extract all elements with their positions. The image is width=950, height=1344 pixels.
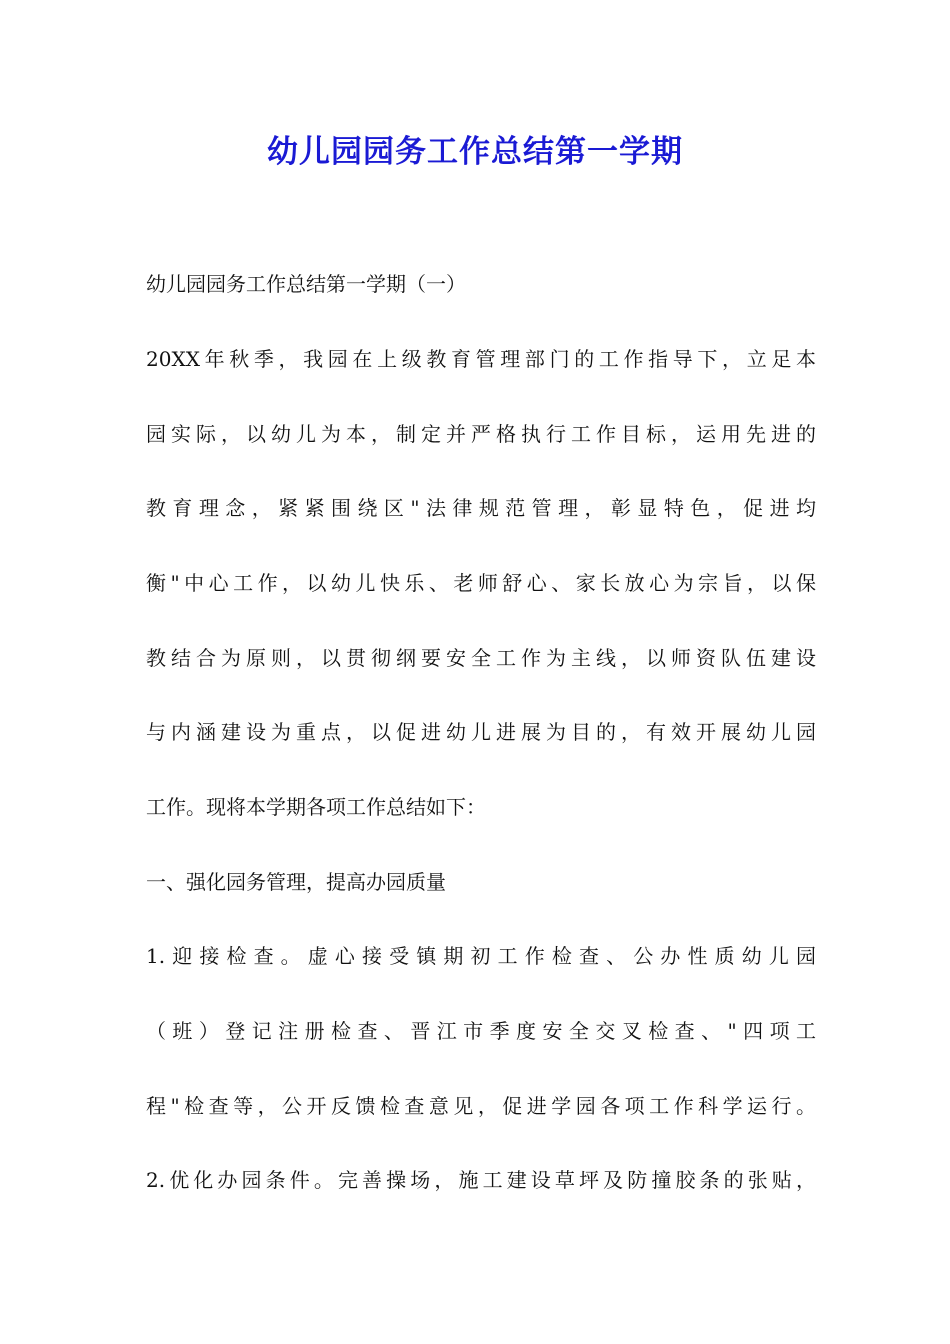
paragraph-line: 20XX年秋季，我园在上级教育管理部门的工作指导下，立足本 (146, 347, 816, 371)
paragraph-line: 园实际，以幼儿为本，制定并严格执行工作目标，运用先进的 (146, 422, 816, 446)
section-heading: 幼儿园园务工作总结第一学期（一） (146, 272, 466, 296)
paragraph-line: （班）登记注册检查、晋江市季度安全交叉检查、"四项工 (146, 1019, 816, 1043)
paragraph-line: 1.迎接检查。虚心接受镇期初工作检查、公办性质幼儿园 (146, 944, 816, 968)
document-title: 幼儿园园务工作总结第一学期 (267, 134, 683, 170)
paragraph-line: 衡"中心工作，以幼儿快乐、老师舒心、家长放心为宗旨，以保 (146, 571, 816, 595)
paragraph-line: 与内涵建设为重点，以促进幼儿进展为目的，有效开展幼儿园 (146, 720, 816, 744)
paragraph-line: 程"检查等，公开反馈检查意见，促进学园各项工作科学运行。 (146, 1094, 816, 1118)
paragraph-line: 工作。现将本学期各项工作总结如下： (146, 795, 486, 819)
paragraph-line: 教结合为原则，以贯彻纲要安全工作为主线，以师资队伍建设 (146, 646, 816, 670)
paragraph-line: 教育理念，紧紧围绕区"法律规范管理，彰显特色，促进均 (146, 496, 816, 520)
paragraph-line: 2.优化办园条件。完善操场，施工建设草坪及防撞胶条的张贴， (146, 1168, 816, 1192)
section-heading: 一、强化园务管理，提高办园质量 (146, 870, 446, 894)
